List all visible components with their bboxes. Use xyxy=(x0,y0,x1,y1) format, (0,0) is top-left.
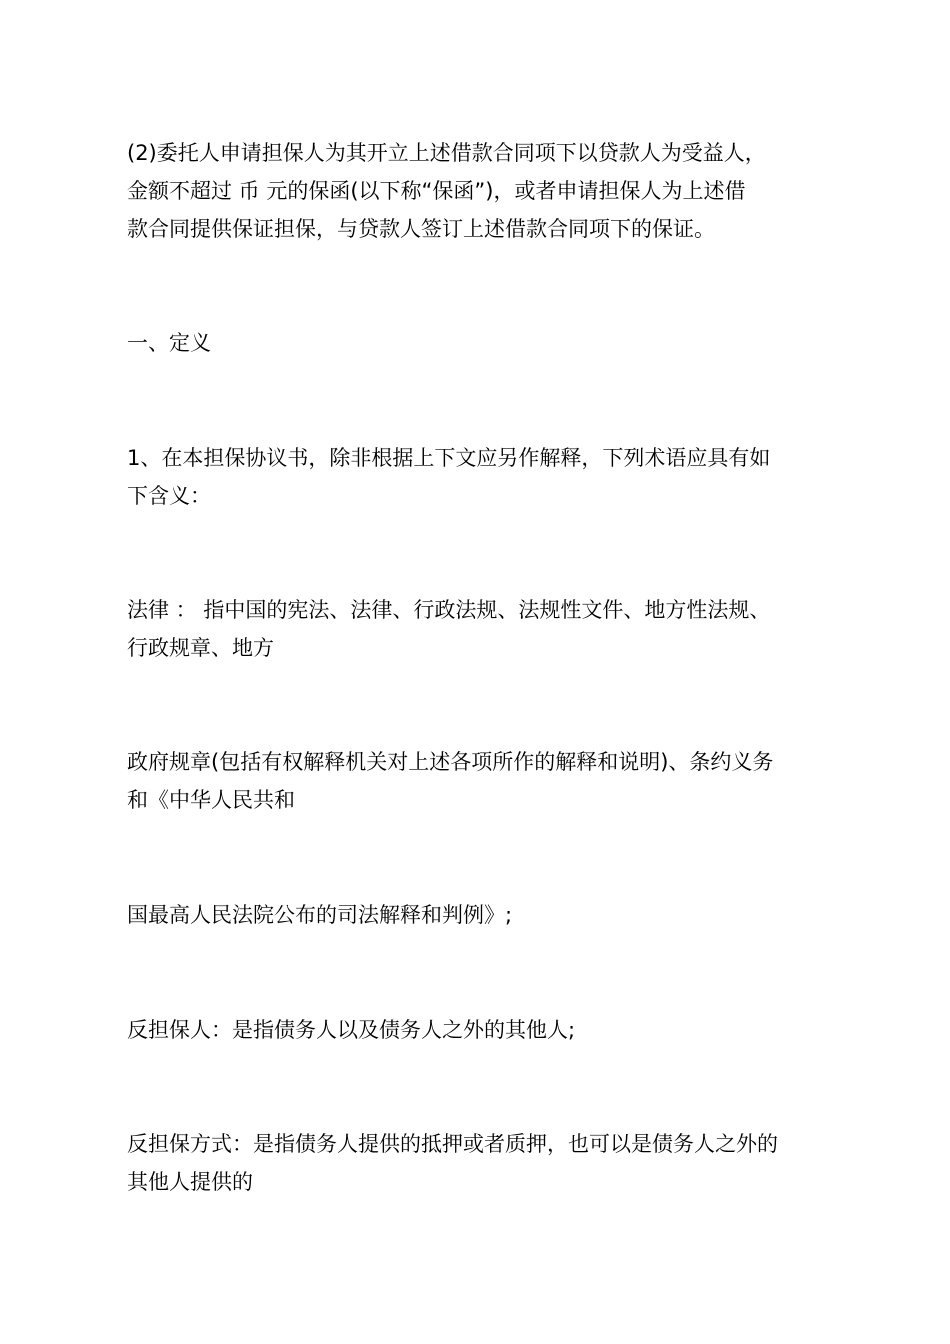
paragraph-government-rules xyxy=(127,743,827,819)
text-line: 款合同提供保证担保，与贷款人签订上述借款合同项下的保证。 xyxy=(127,217,715,241)
paragraph-counter-guarantee-method xyxy=(127,1125,827,1201)
text-line: 金额不超过 币 元的保函(以下称“保函”)，或者申请担保人为上述借 xyxy=(127,179,746,203)
paragraph-judicial-interpretation xyxy=(127,896,827,934)
heading-text: 一、定义 xyxy=(127,331,211,355)
text-line: 1、在本担保协议书，除非根据上下文应另作解释，下列术语应具有如 xyxy=(127,446,771,470)
text-line: 其他人提供的 xyxy=(127,1170,253,1194)
paragraph-law-definition xyxy=(127,591,827,667)
paragraph-counter-guarantor xyxy=(127,1011,827,1049)
section-heading-definitions xyxy=(127,324,827,362)
text-line: 和《中华人民共和 xyxy=(127,788,295,812)
text-line: (2)委托人申请担保人为其开立上述借款合同项下以贷款人为受益人， xyxy=(127,141,766,165)
text-line: 政府规章(包括有权解释机关对上述各项所作的解释和说明)、条约义务 xyxy=(127,750,774,774)
text-line: 反担保人：是指债务人以及债务人之外的其他人; xyxy=(127,1018,576,1042)
paragraph-definitions-intro xyxy=(127,439,827,515)
text-line: 国最高人民法院公布的司法解释和判例》; xyxy=(127,903,513,927)
text-line: 下含义： xyxy=(127,484,211,508)
text-line: 行政规章、地方 xyxy=(127,636,274,660)
text-line: 反担保方式：是指债务人提供的抵押或者质押，也可以是债务人之外的 xyxy=(127,1132,778,1156)
text-line: 法律 ： 指中国的宪法、法律、行政法规、法规性文件、地方性法规、 xyxy=(127,598,771,622)
paragraph-guarantee-application xyxy=(127,134,827,248)
